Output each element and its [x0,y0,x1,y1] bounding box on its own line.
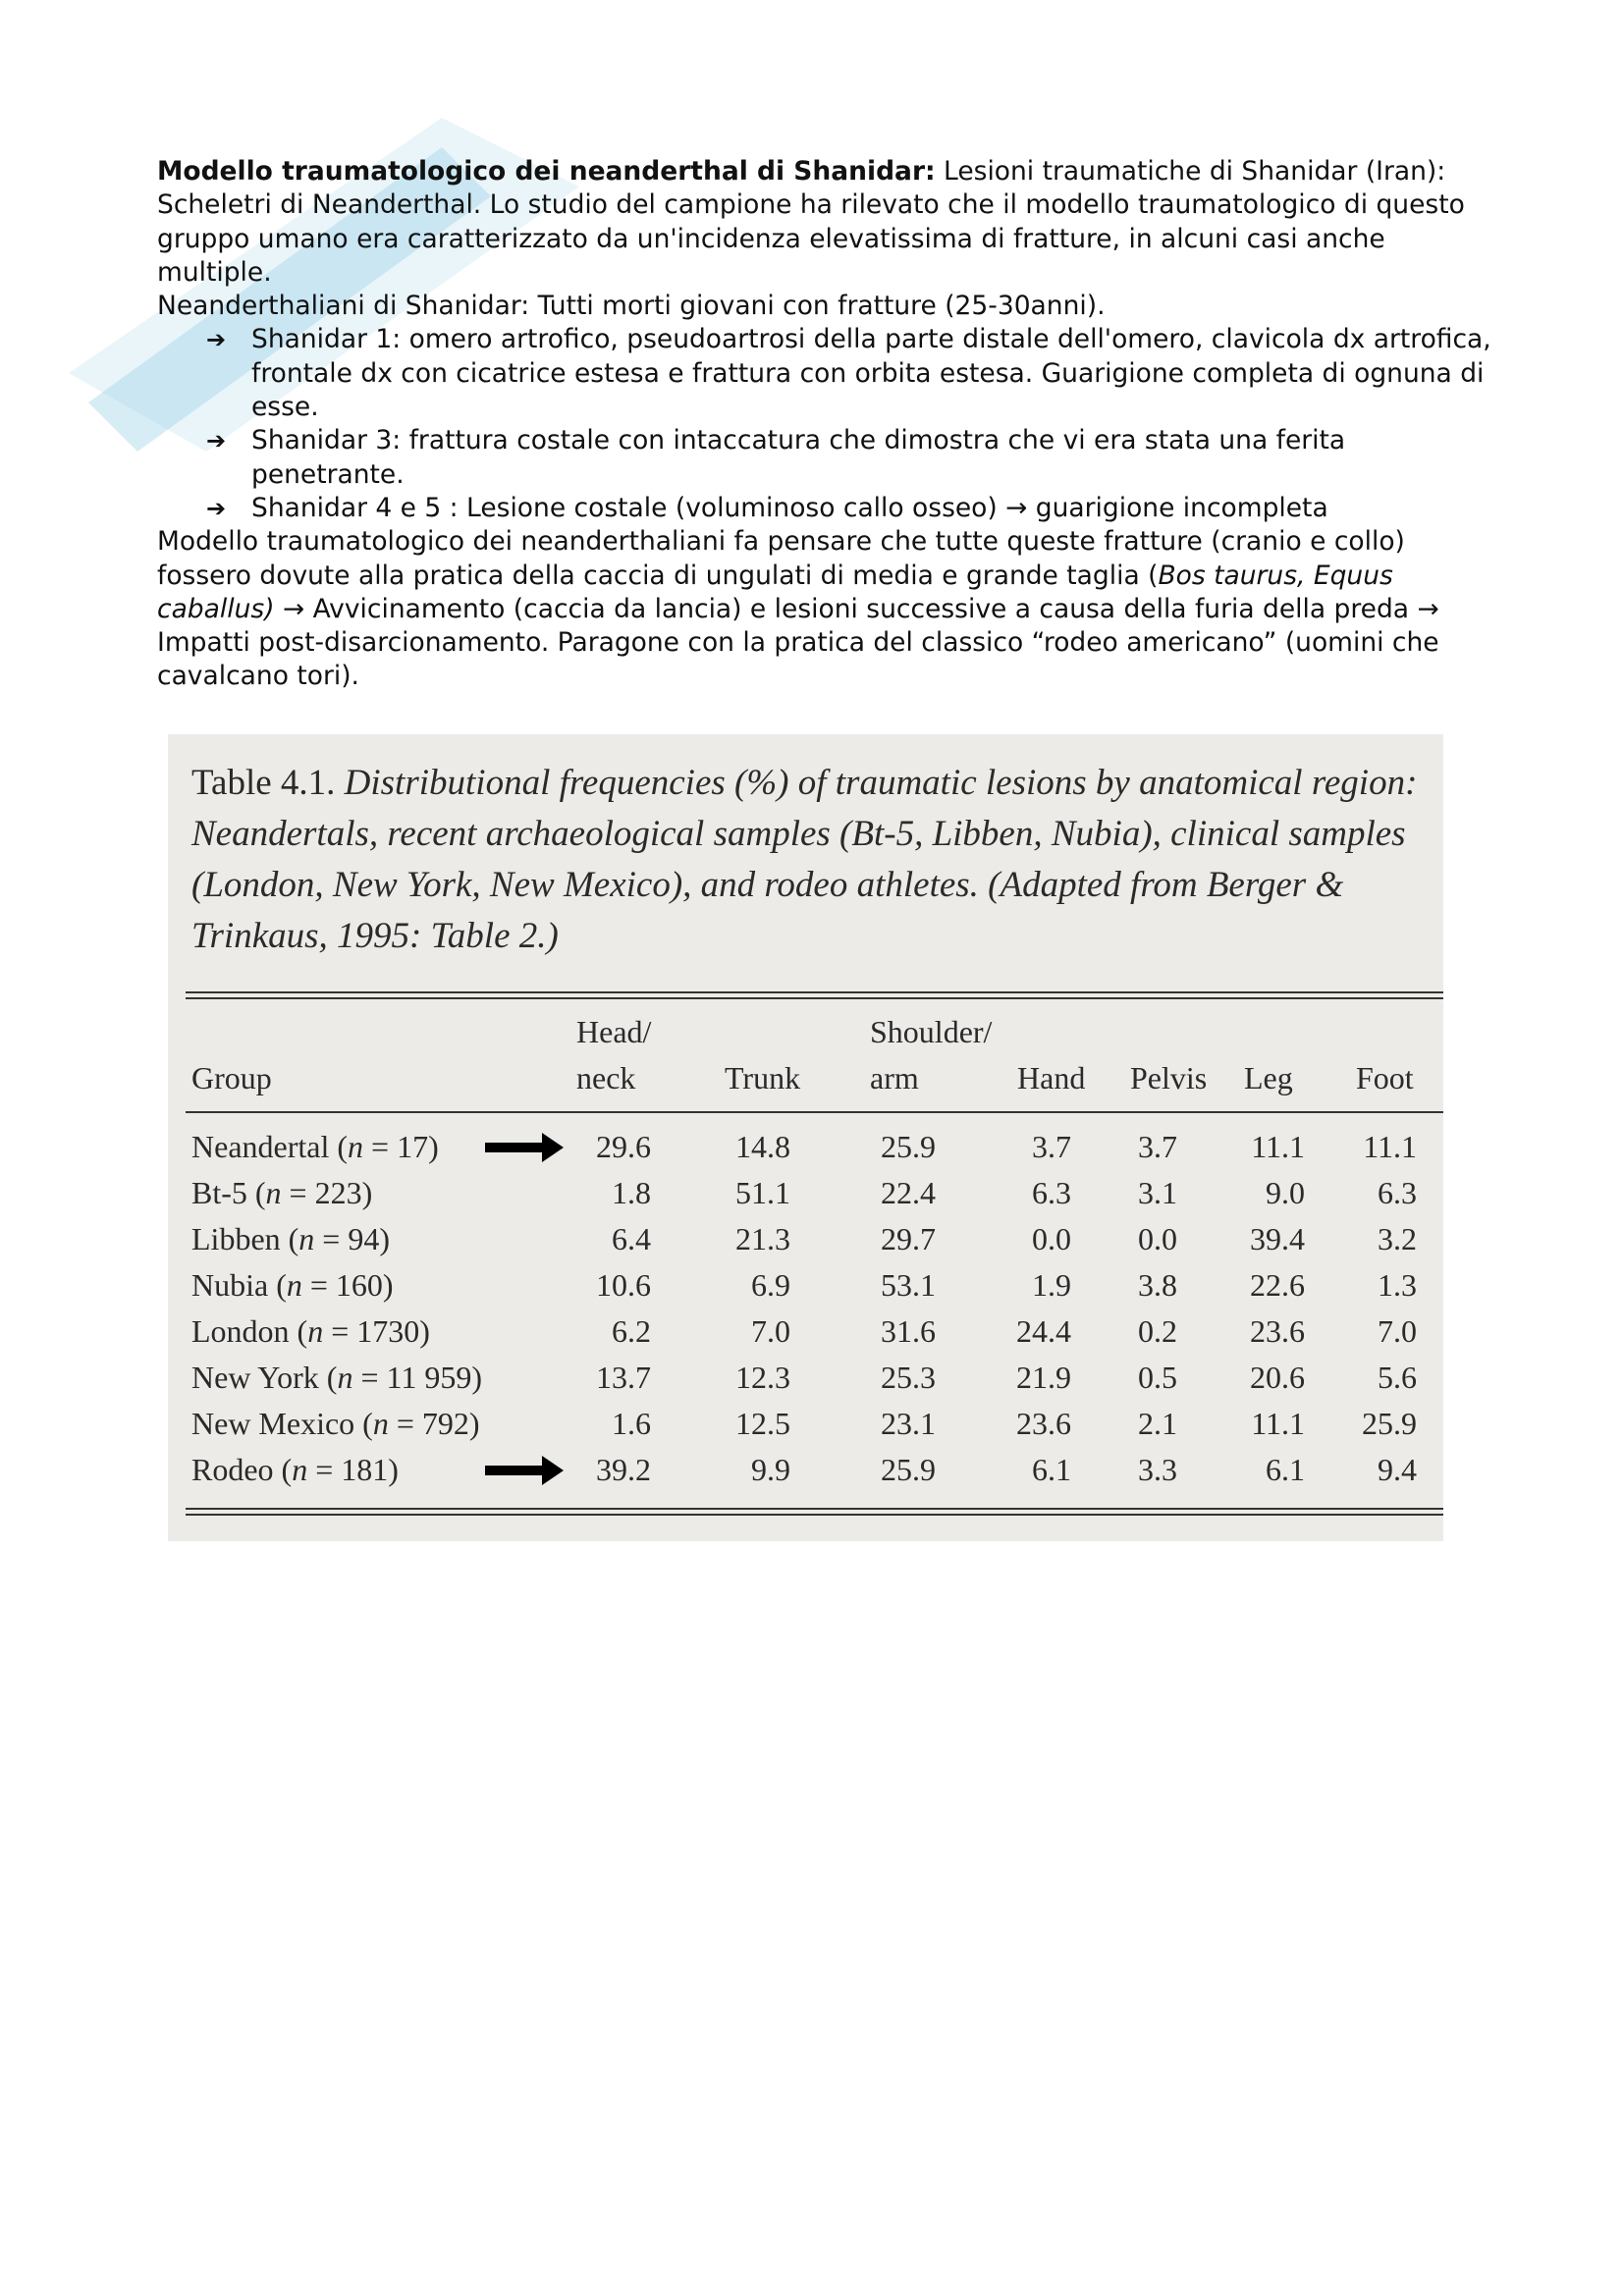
model-text-a: Modello traumatologico dei neanderthaliani fa pensare che tutte queste fratture (cranio e collo) fossero dovute alla pratica della caccia di ungulati di media e grande taglia ( [157,526,1405,591]
header-hand: Hand [1017,1060,1086,1095]
table-cell: 0.0 [1138,1221,1177,1256]
table-cell: 3.7 [1138,1129,1177,1164]
table-row-label: Rodeo (n = 181) [191,1452,399,1487]
intro-heading: Modello traumatologico dei neanderthal di Shanidar: [157,156,936,187]
table-cell: 13.7 [596,1360,651,1395]
table-cell: 3.2 [1378,1221,1417,1256]
header-arm: arm [870,1060,919,1095]
table-cell: 51.1 [735,1175,790,1210]
table-cell: 25.9 [881,1452,936,1487]
table-cell: 1.8 [612,1175,651,1210]
list-item [206,492,1492,525]
table-cell: 2.1 [1138,1406,1177,1441]
arrow-bullet-icon: ➔ [206,427,227,455]
table-cell: 25.3 [881,1360,936,1395]
table-cell: 31.6 [881,1313,936,1349]
table-row-label: London (n = 1730) [191,1313,430,1349]
table-cell: 7.0 [751,1313,790,1349]
arrow-bullet-icon: ➔ [206,494,227,522]
model-paragraph [157,525,1492,693]
table-row-label: Neandertal (n = 17) [191,1129,439,1164]
table-cell: 9.4 [1378,1452,1417,1487]
header-head: Head/ [576,1014,652,1049]
list-item-text: Shanidar 1: omero artrofico, pseudoartrosi della parte distale dell'omero, clavicola dx artrofica, frontale dx con cicatrice estesa e frattura con orbita estesa. Guarigione completa di ognuna di esse. [251,324,1491,423]
table-cell: 23.1 [881,1406,936,1441]
table-cell: 23.6 [1250,1313,1305,1349]
table-cell: 29.7 [881,1221,936,1256]
table-cell: 6.2 [612,1313,651,1349]
header-pelvis: Pelvis [1130,1060,1208,1095]
header-trunk: Trunk [725,1060,801,1095]
table-cell: 39.2 [596,1452,651,1487]
table-cell: 39.4 [1250,1221,1305,1256]
arrow-bullet-icon: ➔ [206,326,227,354]
table-cell: 11.1 [1363,1129,1417,1164]
table-cell: 21.9 [1016,1360,1071,1395]
table-cell: 7.0 [1378,1313,1417,1349]
table-caption-label: Table 4.1. [191,763,336,803]
table-cell: 6.9 [751,1267,790,1303]
list-item-text: Shanidar 3: frattura costale con intaccatura che dimostra che vi era stata una ferita penetrante. [251,425,1346,490]
table-top-rule [186,997,1443,999]
table-cell: 14.8 [735,1129,790,1164]
table-cell: 22.6 [1250,1267,1305,1303]
table-cell: 20.6 [1250,1360,1305,1395]
table-caption [191,758,1419,962]
table-caption-text: Distributional frequencies (%) of traumatic lesions by anatomical region: Neandertals, recent archaeological samples (Bt-5, Libben, Nubia), clinical samples (London, New York, New Mexico), and rodeo athletes. (Adapted from Berger & Trinkaus, 1995: Table 2.) [191,763,1418,956]
table-cell: 12.5 [735,1406,790,1441]
table-cell: 25.9 [881,1129,936,1164]
species-names: Bos taurus, Equus caballus) [157,560,1393,624]
header-group: Group [191,1060,272,1095]
table-cell: 24.4 [1016,1313,1071,1349]
table-cell: 0.0 [1032,1221,1071,1256]
table-top-rule [186,991,1443,993]
table-cell: 3.7 [1032,1129,1071,1164]
table-cell: 12.3 [735,1360,790,1395]
table-cell: 10.6 [596,1267,651,1303]
table-bottom-rule [186,1508,1443,1510]
table-cell: 21.3 [735,1221,790,1256]
table-cell: 3.8 [1138,1267,1177,1303]
list-item-text: Shanidar 4 e 5 : Lesione costale (voluminoso callo osseo) → guarigione incompleta [251,492,1328,523]
document-body [157,155,1492,694]
table-bottom-rule [186,1514,1443,1516]
table-header-rule [186,1111,1443,1113]
list-item [206,424,1492,492]
table-cell: 6.3 [1032,1175,1071,1210]
table-cell: 9.9 [751,1452,790,1487]
table-cell: 6.4 [612,1221,651,1256]
table-cell: 29.6 [596,1129,651,1164]
table-cell: 0.2 [1138,1313,1177,1349]
table-cell: 25.9 [1362,1406,1417,1441]
table-cell: 1.9 [1032,1267,1071,1303]
scanned-table-figure [168,734,1443,1541]
table-cell: 6.3 [1378,1175,1417,1210]
table-cell: 1.6 [612,1406,651,1441]
shanidar-list [157,323,1492,525]
table-cell: 1.3 [1378,1267,1417,1303]
table-row-label: New York (n = 11 959) [191,1360,482,1395]
list-item [206,323,1492,424]
table-cell: 3.1 [1138,1175,1177,1210]
table-cell: 3.3 [1138,1452,1177,1487]
table-row-label: New Mexico (n = 792) [191,1406,480,1441]
intro-text: Lesioni traumatiche di Shanidar (Iran): Scheletri di Neanderthal. Lo studio del campione ha rilevato che il modello traumatologico di questo gruppo umano era caratterizzato da un'incidenza elevatissima di fratture, in alcuni casi anche multiple. [157,156,1465,288]
table-cell: 5.6 [1378,1360,1417,1395]
table-row-label: Libben (n = 94) [191,1221,390,1256]
table-row-label: Nubia (n = 160) [191,1267,394,1303]
table-cell: 23.6 [1016,1406,1071,1441]
header-neck: neck [576,1060,636,1095]
arrow-right-icon [485,1454,564,1487]
table-cell: 53.1 [881,1267,936,1303]
table-cell: 9.0 [1266,1175,1305,1210]
table-cell: 22.4 [881,1175,936,1210]
arrow-right-icon [485,1131,564,1164]
header-leg: Leg [1244,1060,1293,1095]
table-row-label: Bt-5 (n = 223) [191,1175,373,1210]
header-foot: Foot [1356,1060,1414,1095]
table-cell: 11.1 [1251,1129,1305,1164]
table-cell: 6.1 [1266,1452,1305,1487]
shanidar-summary: Neanderthaliani di Shanidar: Tutti morti giovani con fratture (25-30anni). [157,291,1106,322]
table-cell: 11.1 [1251,1406,1305,1441]
intro-paragraph [157,155,1492,290]
table-cell: 0.5 [1138,1360,1177,1395]
header-shoulder: Shoulder/ [870,1014,993,1049]
table-cell: 6.1 [1032,1452,1071,1487]
model-text-b: → Avvicinamento (caccia da lancia) e lesioni successive a causa della furia della preda → Impatti post-disarcionamento. Paragone con la pratica del classico “rodeo americano” (uomini che cavalcano tori). [157,593,1439,692]
